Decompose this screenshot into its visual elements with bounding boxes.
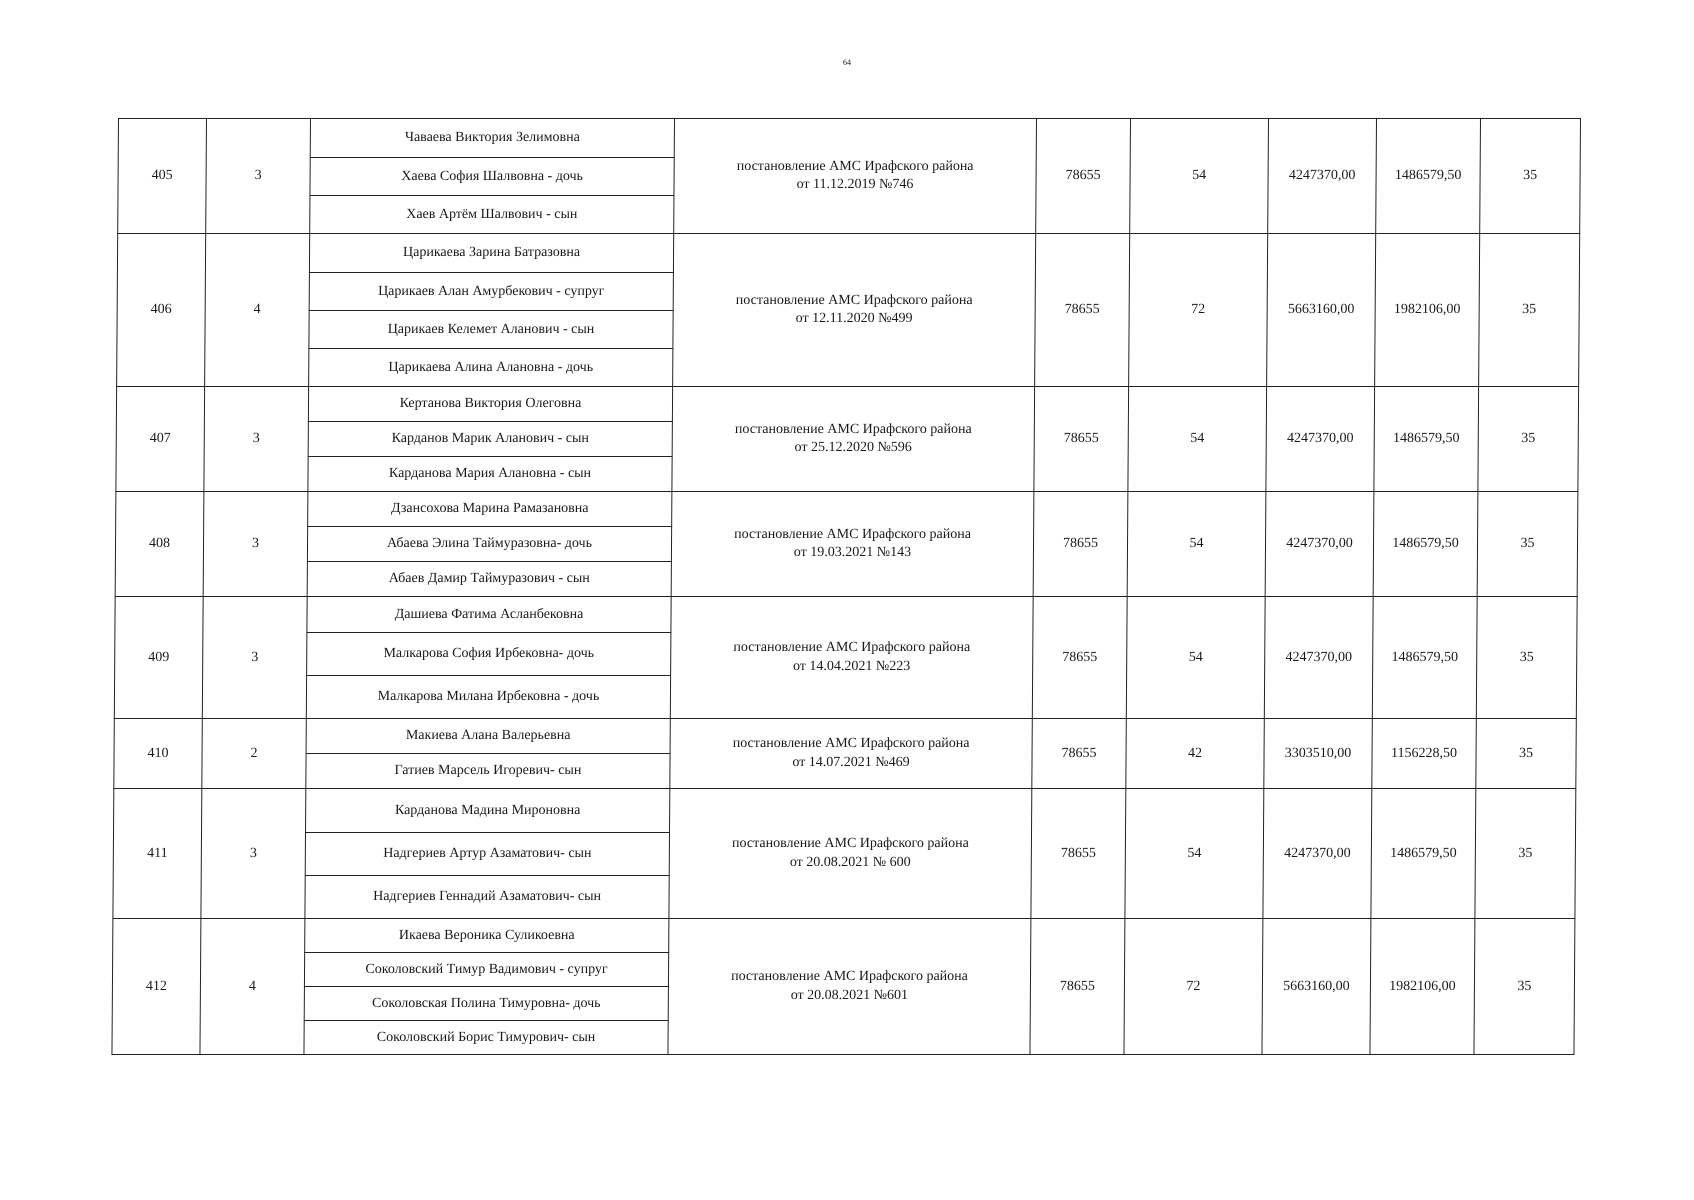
- subsidy-amount: 1156228,50: [1372, 719, 1476, 789]
- decree-date-number: от 20.08.2021 №601: [790, 987, 909, 1003]
- family-size: 4: [200, 919, 305, 1055]
- family-size: 3: [201, 789, 306, 919]
- table-row: [114, 789, 1576, 833]
- subsidy-percent: 35: [1480, 119, 1581, 234]
- subsidy-amount: 1486579,50: [1373, 492, 1478, 597]
- family-member-name: Надгериев Геннадий Азаматович- сын: [305, 876, 669, 919]
- table-row: [117, 234, 1579, 273]
- family-member-name: Царикаева Алина Алановна - дочь: [309, 349, 673, 387]
- price-per-sqm: 78655: [1035, 234, 1130, 387]
- record-number: 410: [114, 719, 202, 789]
- area-sqm: 54: [1127, 492, 1266, 597]
- family-member-name: Надгериев Артур Азаматович- сын: [305, 833, 669, 876]
- decree-date-number: от 11.12.2019 №746: [796, 177, 914, 192]
- page-number: 64: [843, 58, 851, 67]
- record-number: 407: [116, 387, 205, 492]
- decree-title: постановление АМС Ирафского района: [733, 640, 971, 656]
- decree-reference: [671, 492, 1034, 597]
- family-member-name: Карданова Мария Алановна - сын: [308, 457, 672, 492]
- price-per-sqm: 78655: [1032, 719, 1126, 789]
- total-cost: 4247370,00: [1264, 597, 1373, 719]
- family-member-name: Икаева Вероника Суликоевна: [305, 919, 669, 953]
- family-size: 3: [203, 492, 308, 597]
- family-member-name: Соколовский Борис Тимурович- сын: [304, 1021, 668, 1055]
- decree-date-number: от 14.07.2021 №469: [792, 754, 910, 770]
- subsidy-amount: 1982106,00: [1375, 234, 1480, 387]
- subsidy-percent: 35: [1477, 492, 1578, 597]
- table-row: [115, 597, 1577, 633]
- subsidy-percent: 35: [1479, 234, 1580, 387]
- family-member-name: Хаева София Шалвовна - дочь: [310, 158, 674, 196]
- decree-title: постановление АМС Ирафского района: [735, 292, 973, 308]
- record-number: 411: [113, 789, 202, 919]
- family-member-name: Гатиев Марсель Игоревич- сын: [306, 754, 670, 789]
- decree-date-number: от 19.03.2021 №143: [793, 545, 912, 560]
- family-member-name: Чаваева Виктория Зелимовна: [310, 119, 674, 158]
- decree-title: постановление АМС Ирафского района: [731, 836, 969, 852]
- family-member-name: Карданов Марик Аланович - сын: [308, 422, 672, 457]
- family-member-name: Малкарова София Ирбековна- дочь: [307, 633, 671, 676]
- record-number: 406: [117, 234, 206, 387]
- price-per-sqm: 78655: [1032, 597, 1127, 719]
- housing-subsidy-table: [111, 118, 1581, 1055]
- subsidy-amount: 1486579,50: [1374, 387, 1479, 492]
- price-per-sqm: 78655: [1030, 919, 1125, 1055]
- decree-title: постановление АМС Ирафского района: [736, 158, 974, 174]
- area-sqm: 54: [1126, 597, 1265, 719]
- record-number: 405: [118, 119, 207, 234]
- table-row: [116, 387, 1578, 422]
- family-member-name: Царикаев Алан Амурбекович - супруг: [309, 273, 673, 311]
- family-member-name: Абаев Дамир Таймуразович - сын: [307, 562, 671, 597]
- subsidy-amount: 1486579,50: [1371, 789, 1476, 919]
- price-per-sqm: 78655: [1033, 492, 1128, 597]
- subsidy-percent: 35: [1474, 919, 1575, 1055]
- total-cost: 5663160,00: [1267, 234, 1376, 387]
- total-cost: 5663160,00: [1262, 919, 1371, 1055]
- subsidy-percent: 35: [1476, 597, 1577, 719]
- decree-date-number: от 14.04.2021 №223: [792, 658, 911, 674]
- decree-title: постановление АМС Ирафского района: [731, 969, 968, 985]
- decree-title: постановление АМС Ирафского района: [732, 736, 970, 752]
- total-cost: 4247370,00: [1266, 387, 1375, 492]
- total-cost: 4247370,00: [1265, 492, 1374, 597]
- family-member-name: Абаева Элина Таймуразовна- дочь: [307, 527, 671, 562]
- family-member-name: Макиева Алана Валерьевна: [306, 719, 670, 754]
- area-sqm: 54: [1130, 119, 1269, 234]
- decree-reference: [672, 387, 1035, 492]
- subsidy-percent: 35: [1478, 387, 1579, 492]
- decree-title: постановление АМС Ирафского района: [734, 421, 972, 437]
- decree-reference: [670, 719, 1032, 789]
- family-member-name: Кертанова Виктория Олеговна: [308, 387, 672, 422]
- family-member-name: Дашиева Фатима Асланбековна: [307, 597, 671, 633]
- family-member-name: Хаев Артём Шалвович - сын: [310, 196, 674, 234]
- family-member-name: Царикаева Зарина Батразовна: [309, 234, 673, 273]
- family-size: 3: [202, 597, 307, 719]
- decree-reference: [668, 919, 1031, 1055]
- decree-date-number: от 20.08.2021 № 600: [789, 854, 911, 870]
- family-member-name: Карданова Мадина Мироновна: [306, 789, 670, 833]
- area-sqm: 72: [1124, 919, 1263, 1055]
- price-per-sqm: 78655: [1031, 789, 1126, 919]
- subsidy-percent: 35: [1475, 789, 1576, 919]
- table-body: [112, 119, 1581, 1055]
- table-row: [118, 119, 1580, 158]
- family-size: 4: [205, 234, 310, 387]
- price-per-sqm: 78655: [1034, 387, 1129, 492]
- table-row: [116, 492, 1578, 527]
- decree-reference: [673, 234, 1036, 387]
- area-sqm: 42: [1126, 719, 1264, 789]
- subsidy-amount: 1486579,50: [1372, 597, 1477, 719]
- record-number: 412: [112, 919, 201, 1055]
- total-cost: 3303510,00: [1264, 719, 1372, 789]
- family-member-name: Царикаев Келемет Аланович - сын: [309, 311, 673, 349]
- family-member-name: Соколовский Тимур Вадимович - супруг: [304, 953, 668, 987]
- family-member-name: Соколовская Полина Тимуровна- дочь: [304, 987, 668, 1021]
- area-sqm: 54: [1128, 387, 1267, 492]
- subsidy-percent: 35: [1476, 719, 1576, 789]
- family-size: 3: [204, 387, 309, 492]
- area-sqm: 72: [1129, 234, 1268, 387]
- decree-reference: [670, 597, 1033, 719]
- decree-date-number: от 12.11.2020 №499: [795, 311, 913, 326]
- decree-reference: [674, 119, 1037, 234]
- total-cost: 4247370,00: [1263, 789, 1372, 919]
- decree-date-number: от 25.12.2020 №596: [794, 440, 912, 455]
- price-per-sqm: 78655: [1036, 119, 1131, 234]
- family-member-name: Дзансохова Марина Рамазановна: [308, 492, 672, 527]
- family-size: 3: [206, 119, 311, 234]
- family-member-name: Малкарова Милана Ирбековна - дочь: [306, 676, 670, 719]
- decree-reference: [669, 789, 1032, 919]
- decree-title: постановление АМС Ирафского района: [734, 526, 972, 542]
- record-number: 409: [114, 597, 203, 719]
- subsidy-amount: 1982106,00: [1370, 919, 1475, 1055]
- record-number: 408: [115, 492, 204, 597]
- family-size: 2: [202, 719, 306, 789]
- table-row: [114, 719, 1576, 754]
- area-sqm: 54: [1125, 789, 1264, 919]
- subsidy-amount: 1486579,50: [1376, 119, 1481, 234]
- total-cost: 4247370,00: [1268, 119, 1377, 234]
- table-row: [113, 919, 1575, 953]
